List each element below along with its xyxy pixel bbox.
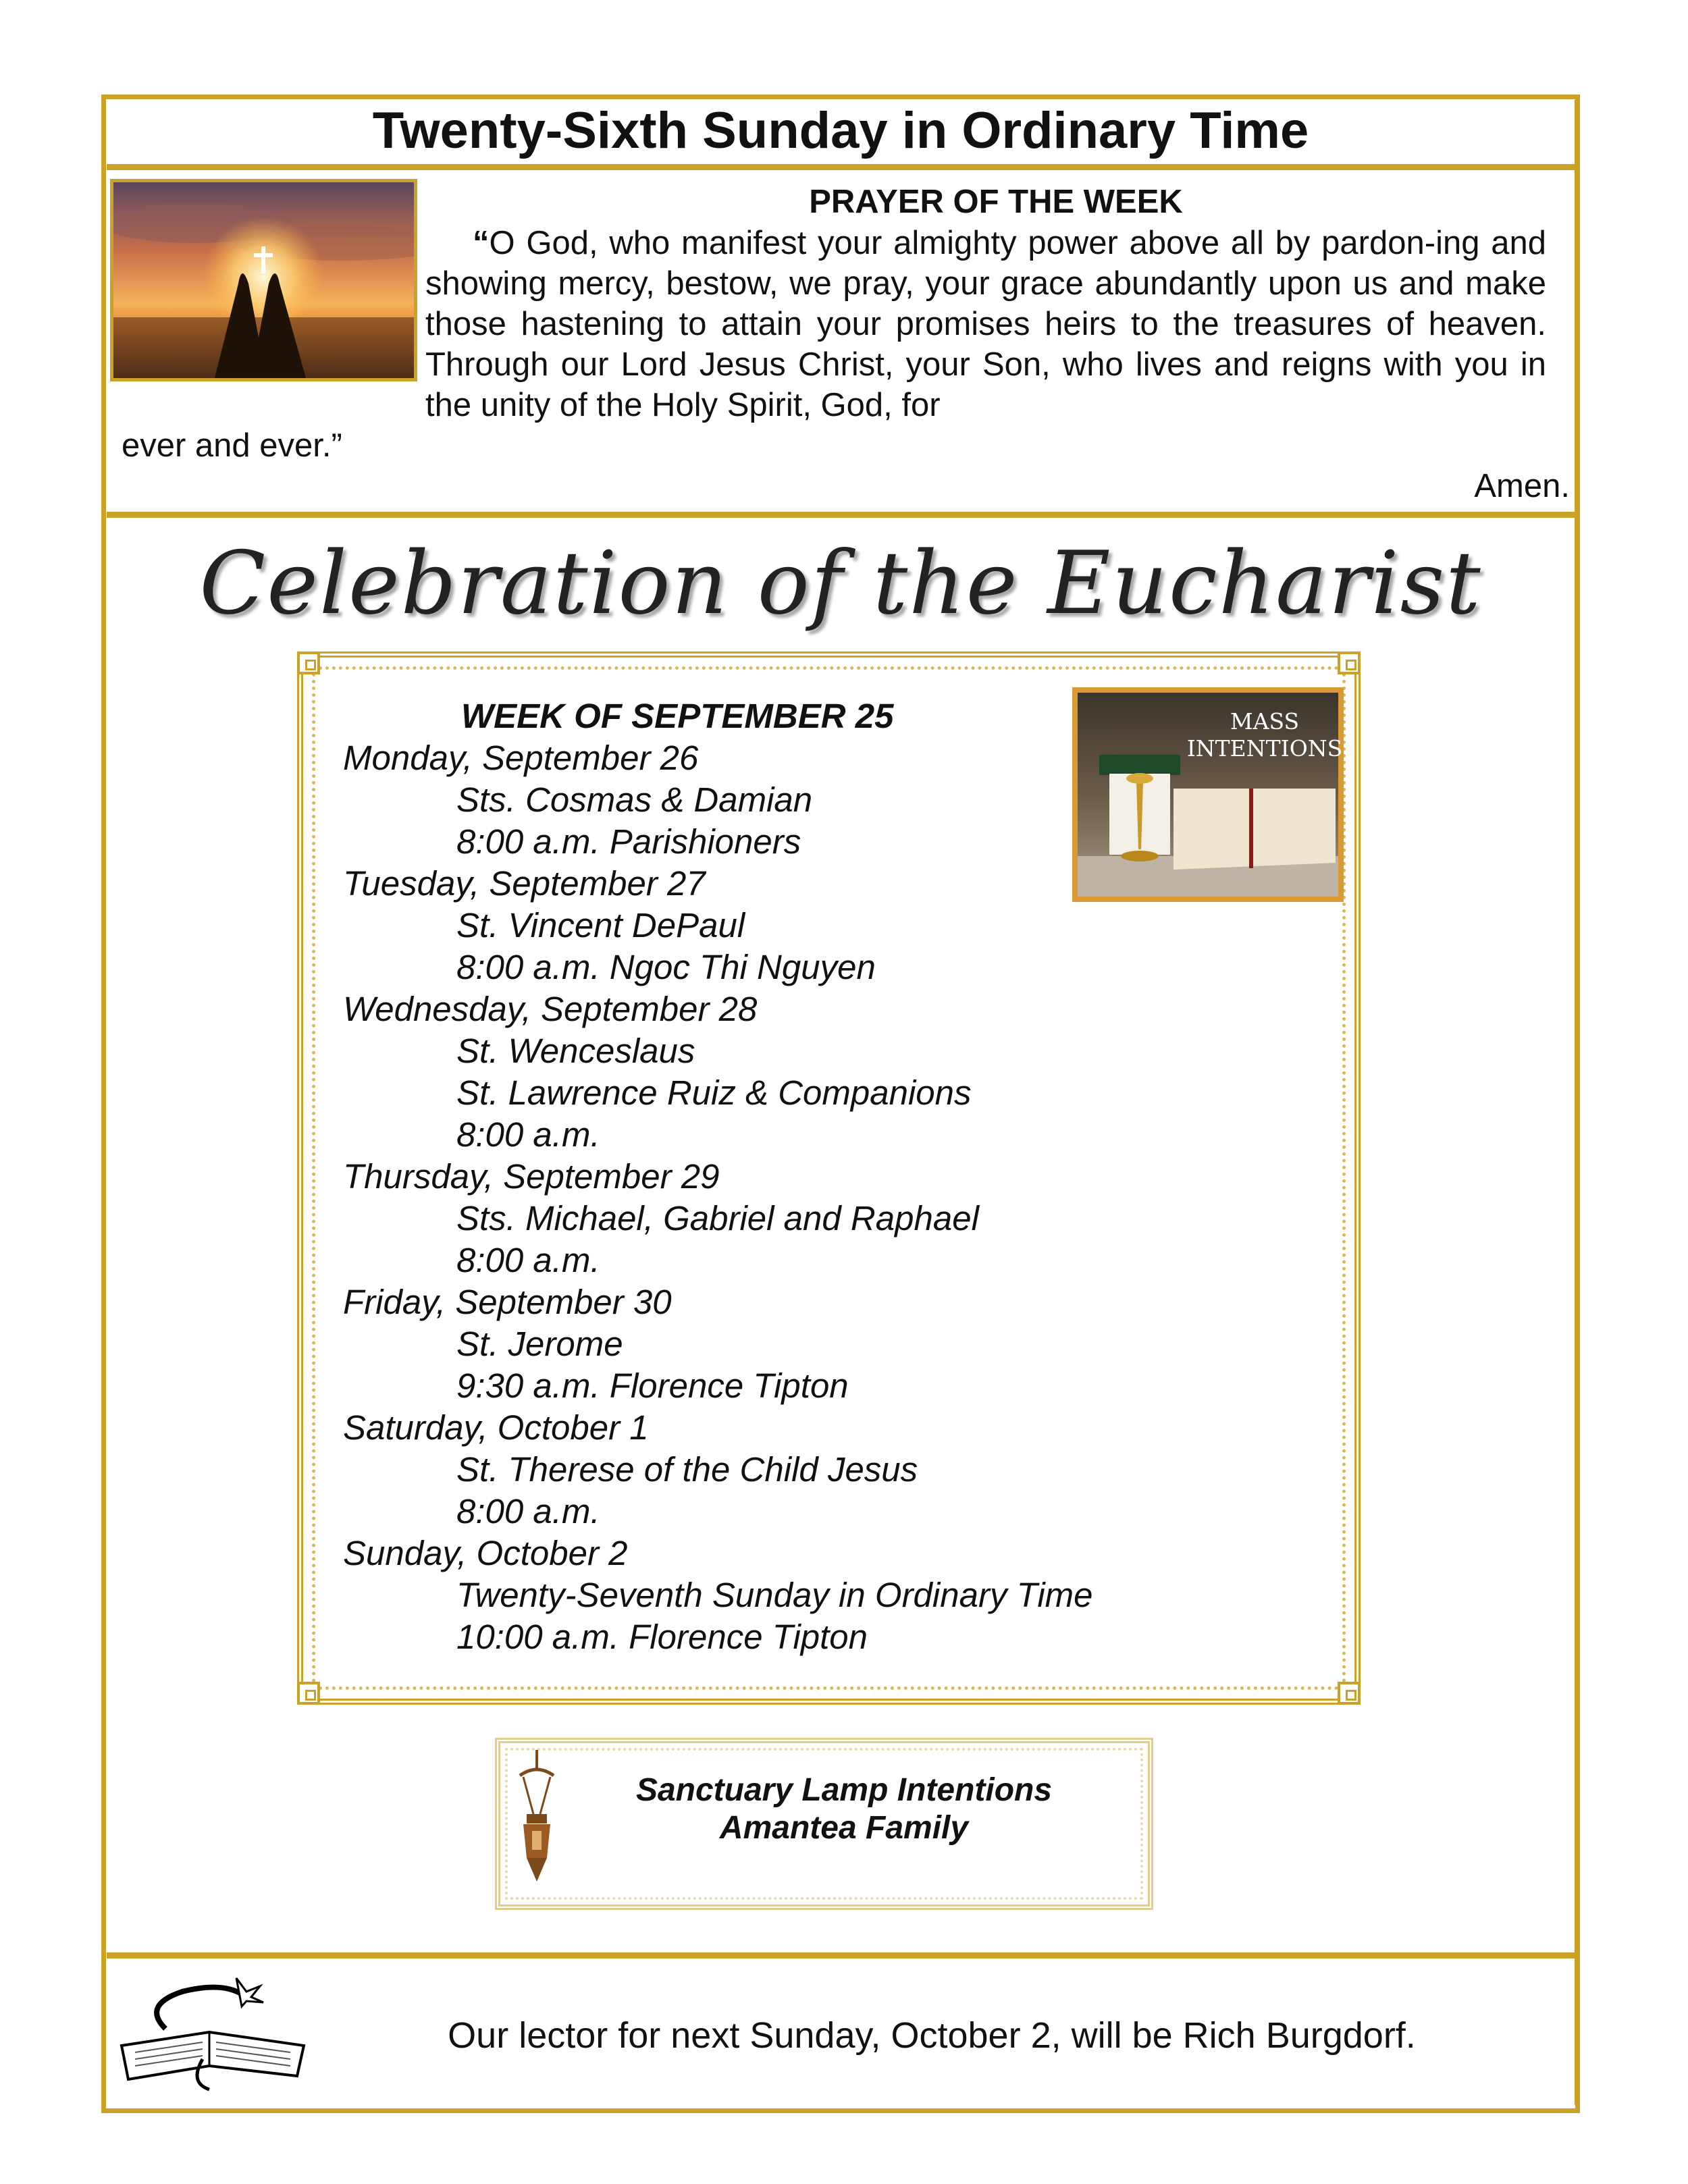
sanctuary-lamp-icon [506, 1750, 567, 1885]
schedule-detail: St. Therese of the Child Jesus [456, 1450, 918, 1489]
frame-corner-ornament [1338, 1682, 1361, 1705]
divider-under-title [107, 164, 1577, 170]
mass-image-label-2: INTENTIONS [1186, 735, 1343, 762]
schedule-day: Friday, September 30 [343, 1283, 672, 1321]
schedule-detail: St. Jerome [456, 1325, 623, 1363]
sanctuary-lamp-title: Sanctuary Lamp Intentions [635, 1772, 1053, 1808]
frame-corner-ornament [297, 1682, 320, 1705]
schedule-detail: St. Wenceslaus [456, 1032, 695, 1070]
schedule-day: Wednesday, September 28 [343, 990, 758, 1028]
sanctuary-lamp-family: Amantea Family [719, 1810, 969, 1846]
prayer-hands-image [110, 179, 417, 381]
celebration-title: Celebration of the Eucharist [199, 533, 1482, 634]
mass-intentions-image [1072, 687, 1344, 902]
page-title: Twenty-Sixth Sunday in Ordinary Time [372, 102, 1309, 159]
schedule-detail: 8:00 a.m. [456, 1115, 600, 1154]
prayer-heading: PRAYER OF THE WEEK [809, 184, 1183, 220]
schedule-day: Tuesday, September 27 [343, 864, 706, 903]
week-heading: WEEK OF SEPTEMBER 25 [461, 697, 894, 735]
divider-above-lector [107, 1952, 1577, 1959]
schedule-day: Monday, September 26 [343, 739, 699, 777]
schedule-detail: 8:00 a.m. [456, 1492, 600, 1530]
schedule-detail: Twenty-Seventh Sunday in Ordinary Time [456, 1576, 1093, 1614]
schedule-detail: Sts. Cosmas & Damian [456, 780, 813, 819]
bible-dove-icon [108, 1965, 317, 2093]
page-frame-shadow [1575, 100, 1580, 2105]
divider-under-prayer [107, 512, 1577, 518]
mass-image-label-1: MASS [1230, 708, 1300, 735]
schedule-detail: St. Lawrence Ruiz & Companions [456, 1073, 972, 1112]
schedule-detail: Sts. Michael, Gabriel and Raphael [456, 1199, 979, 1237]
prayer-text: O God, who manifest your almighty power above all by pardon-ing and showing mercy, bestow, we pray, your grace abundantly upon us and make those hastening to attain your promises heirs to the treasures of heaven. Through our Lord Jesus Christ, your Son, who lives and reigns with you in the unity of the Holy Spirit, God, for [425, 225, 1546, 423]
prayer-amen: Amen. [1474, 468, 1570, 504]
schedule-lines [343, 737, 1093, 1658]
schedule-detail: St. Vincent DePaul [456, 906, 745, 944]
prayer-body [425, 223, 1546, 425]
frame-corner-ornament [1338, 651, 1361, 674]
schedule-detail: 8:00 a.m. Parishioners [456, 822, 801, 861]
sanctuary-lamp-text [567, 1772, 1121, 1847]
prayer-closing-line: ever and ever.” [122, 427, 342, 464]
mass-schedule [343, 695, 1093, 1658]
lector-announcement: Our lector for next Sunday, October 2, will be Rich Burgdorf. [448, 2015, 1416, 2056]
schedule-day: Sunday, October 2 [343, 1534, 628, 1572]
schedule-detail: 8:00 a.m. Ngoc Thi Nguyen [456, 948, 876, 986]
schedule-day: Thursday, September 29 [343, 1157, 720, 1196]
schedule-detail: 10:00 a.m. Florence Tipton [456, 1618, 868, 1656]
schedule-day: Saturday, October 1 [343, 1408, 649, 1447]
prayer-open-quote: “ [473, 225, 490, 261]
frame-corner-ornament [297, 651, 320, 674]
schedule-detail: 9:30 a.m. Florence Tipton [456, 1366, 849, 1405]
schedule-detail: 8:00 a.m. [456, 1241, 600, 1279]
